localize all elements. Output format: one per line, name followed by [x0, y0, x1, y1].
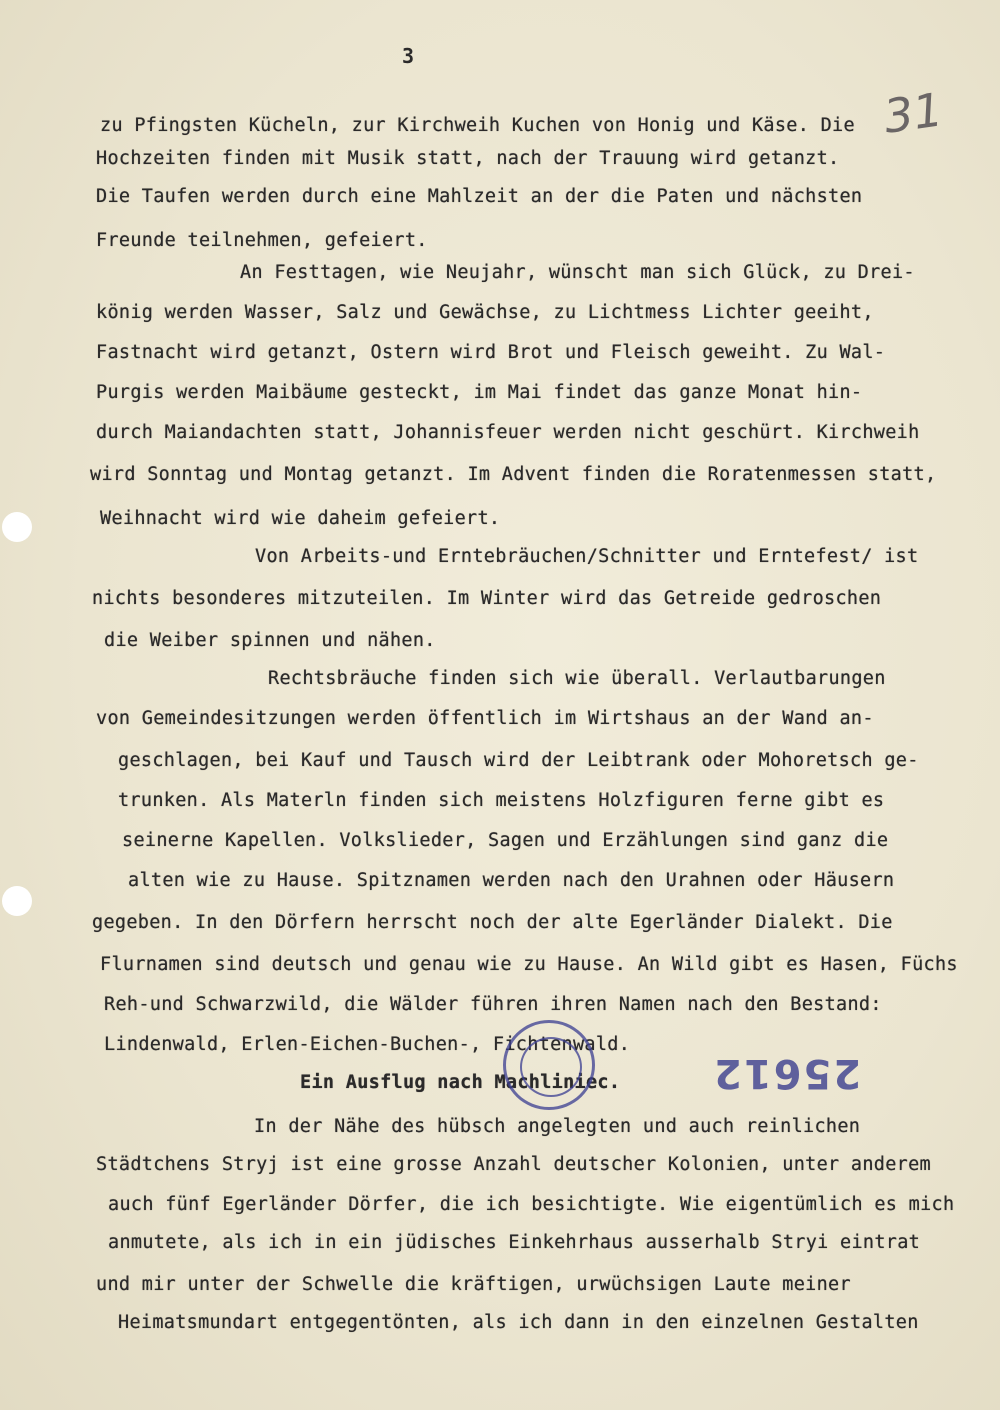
text-line: Purgis werden Maibäume gesteckt, im Mai findet das ganze Monat hin-	[96, 382, 863, 403]
section-heading: Ein Ausflug nach Machliniec.	[300, 1072, 621, 1093]
text-line: zu Pfingsten Kücheln, zur Kirchweih Kuchen von Honig und Käse. Die	[100, 115, 855, 136]
text-line: Fastnacht wird getanzt, Ostern wird Brot und Fleisch geweiht. Zu Wal-	[96, 342, 886, 363]
text-line: anmutete, als ich in ein jüdisches Einkehrhaus ausserhalb Stryi eintrat	[108, 1232, 921, 1253]
text-line: Von Arbeits-und Erntebräuchen/Schnitter und Erntefest/ ist	[255, 546, 919, 567]
text-line: Lindenwald, Erlen-Eichen-Buchen-, Fichtenwald.	[104, 1034, 631, 1055]
text-line: Heimatsmundart entgegentönten, als ich dann in den einzelnen Gestalten	[118, 1312, 919, 1333]
text-line: und mir unter der Schwelle die kräftigen, urwüchsigen Laute meiner	[96, 1274, 851, 1295]
text-line: seinerne Kapellen. Volkslieder, Sagen und Erzählungen sind ganz die	[122, 830, 889, 851]
text-line: Freunde teilnehmen, gefeiert.	[96, 230, 428, 251]
punch-hole	[2, 886, 32, 916]
text-line: An Festtagen, wie Neujahr, wünscht man sich Glück, zu Drei-	[240, 262, 915, 283]
text-line: durch Maiandachten statt, Johannisfeuer werden nicht geschürt. Kirchweih	[96, 422, 920, 443]
text-line: geschlagen, bei Kauf und Tausch wird der Leibtrank oder Mohoretsch ge-	[118, 750, 919, 771]
text-line: nichts besonderes mitzuteilen. Im Winter wird das Getreide gedroschen	[92, 588, 882, 609]
text-line: Flurnamen sind deutsch und genau wie zu Hause. An Wild gibt es Hasen, Füchs	[100, 954, 958, 975]
text-line: von Gemeindesitzungen werden öffentlich im Wirtshaus an der Wand an-	[96, 708, 874, 729]
archive-stamp	[503, 1020, 595, 1110]
text-line: Weihnacht wird wie daheim gefeiert.	[100, 508, 501, 529]
text-line: Rechtsbräuche finden sich wie überall. Verlautbarungen	[268, 668, 886, 689]
text-line: alten wie zu Hause. Spitznamen werden nach den Urahnen oder Häusern	[128, 870, 895, 891]
text-line: In der Nähe des hübsch angelegten und auch reinlichen	[254, 1116, 861, 1137]
text-line: Hochzeiten finden mit Musik statt, nach der Trauung wird getanzt.	[96, 148, 840, 169]
text-line: trunken. Als Materln finden sich meistens Holzfiguren ferne gibt es	[118, 790, 885, 811]
inventory-number: 25612	[712, 1050, 862, 1096]
text-line: Die Taufen werden durch eine Mahlzeit an der die Paten und nächsten	[96, 186, 863, 207]
text-line: gegeben. In den Dörfern herrscht noch der alte Egerländer Dialekt. Die	[92, 912, 893, 933]
text-line: auch fünf Egerländer Dörfer, die ich besichtigte. Wie eigentümlich es mich	[108, 1194, 955, 1215]
text-line: wird Sonntag und Montag getanzt. Im Advent finden die Roratenmessen statt,	[90, 464, 937, 485]
text-line: könig werden Wasser, Salz und Gewächse, zu Lichtmess Lichter geeiht,	[96, 302, 874, 323]
archive-number: 31	[880, 82, 947, 144]
page-number: 3	[402, 44, 416, 68]
punch-hole	[2, 512, 32, 542]
text-line: die Weiber spinnen und nähen.	[104, 630, 436, 651]
text-line: Städtchens Stryj ist eine grosse Anzahl deutscher Kolonien, unter anderem	[96, 1154, 931, 1175]
text-line: Reh-und Schwarzwild, die Wälder führen ihren Namen nach den Bestand:	[104, 994, 882, 1015]
